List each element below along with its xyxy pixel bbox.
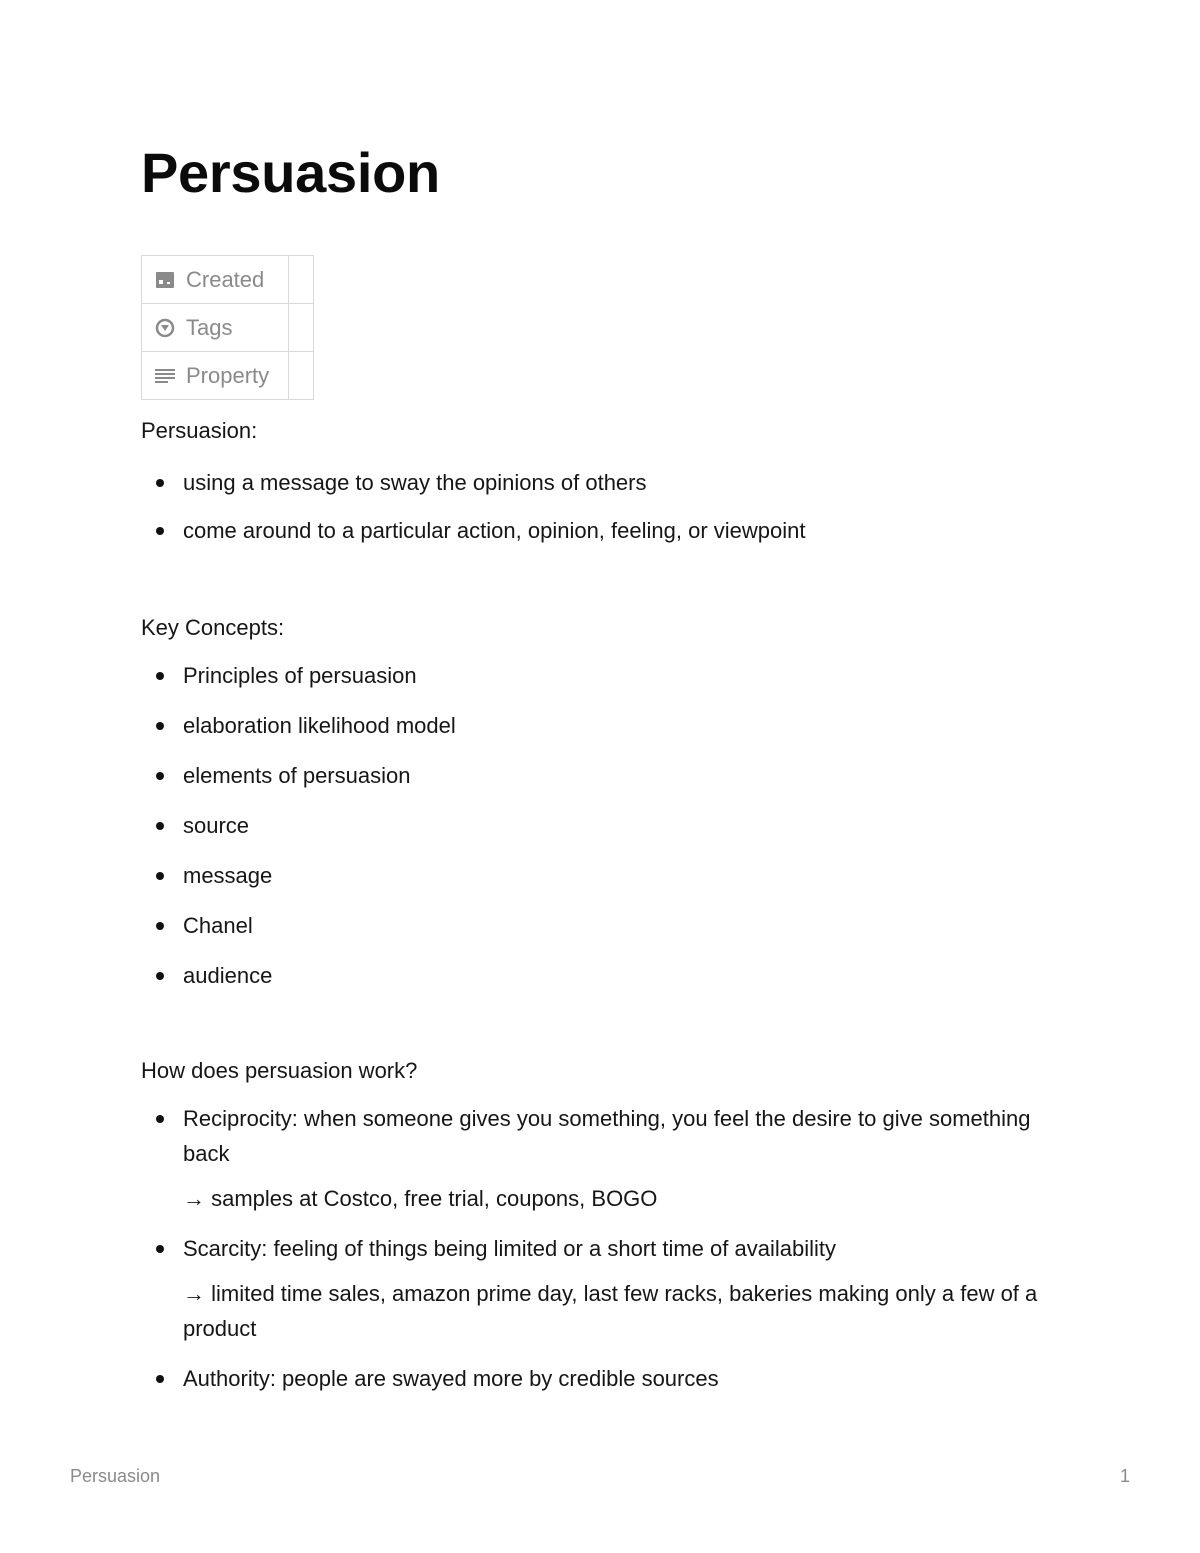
bullet-dot: [156, 1245, 164, 1253]
page-number: 1: [1119, 1466, 1130, 1486]
section-label: Persuasion:: [141, 418, 258, 443]
bullet-dot: [156, 872, 164, 880]
example-line: → samples at Costco, free trial, coupons, BOGO: [183, 1186, 658, 1211]
bullet-dot: [156, 822, 164, 830]
list-item: audience: [141, 958, 1061, 993]
list-item: message: [141, 858, 1061, 893]
bullet-list: [141, 465, 1061, 548]
list-item: Scarcity: feeling of things being limited or a short time of availability → limited time sales, amazon prime day, last few racks, bakeries making only a few of a product: [141, 1231, 1061, 1346]
text-lines-icon: [155, 366, 175, 386]
bullet-dot: [156, 922, 164, 930]
page-title: Persuasion: [141, 141, 440, 204]
list-item: Reciprocity: when someone gives you something, you feel the desire to give something back → samples at Costco, free trial, coupons, BOGO: [141, 1101, 1061, 1216]
bullet-dot: [156, 772, 164, 780]
list-item: Principles of persuasion: [141, 658, 1061, 693]
property-value[interactable]: [289, 256, 314, 304]
bullet-dot: [156, 1115, 164, 1123]
bullet-dot: [156, 479, 164, 487]
list-item: source: [141, 808, 1061, 843]
property-label: Created: [186, 266, 265, 292]
bullet-dot: [156, 722, 164, 730]
properties-table: [141, 255, 314, 400]
list-item: using a message to sway the opinions of others: [141, 465, 1061, 500]
property-label: Tags: [186, 314, 233, 340]
tag-circle-icon: [155, 318, 175, 338]
bullet-dot: [156, 972, 164, 980]
list-item: Chanel: [141, 908, 1061, 943]
bullet-dot: [156, 672, 164, 680]
list-item: come around to a particular action, opinion, feeling, or viewpoint: [141, 513, 1061, 548]
property-value[interactable]: [289, 304, 314, 352]
property-key: [142, 267, 288, 293]
list-item: elements of persuasion: [141, 758, 1061, 793]
property-value[interactable]: [289, 352, 314, 400]
bullet-list: [141, 658, 1061, 993]
bullet-dot: [156, 1375, 164, 1383]
property-row-tags: [142, 304, 314, 352]
section-label: Key Concepts:: [141, 615, 285, 640]
bullet-dot: [156, 527, 164, 535]
property-key: [142, 363, 288, 389]
footer-doc-name: Persuasion: [70, 1466, 161, 1486]
calendar-icon: [155, 270, 175, 290]
bullet-list: [141, 1101, 1061, 1396]
property-row-created: [142, 256, 314, 304]
list-item: Authority: people are swayed more by credible sources: [141, 1361, 1061, 1396]
property-row-property: [142, 352, 314, 400]
property-key: [142, 315, 288, 341]
example-line: → limited time sales, amazon prime day, last few racks, bakeries making only a few of a product: [183, 1281, 1038, 1341]
list-item: elaboration likelihood model: [141, 708, 1061, 743]
property-label: Property: [186, 362, 270, 388]
section-label: How does persuasion work?: [141, 1058, 418, 1083]
